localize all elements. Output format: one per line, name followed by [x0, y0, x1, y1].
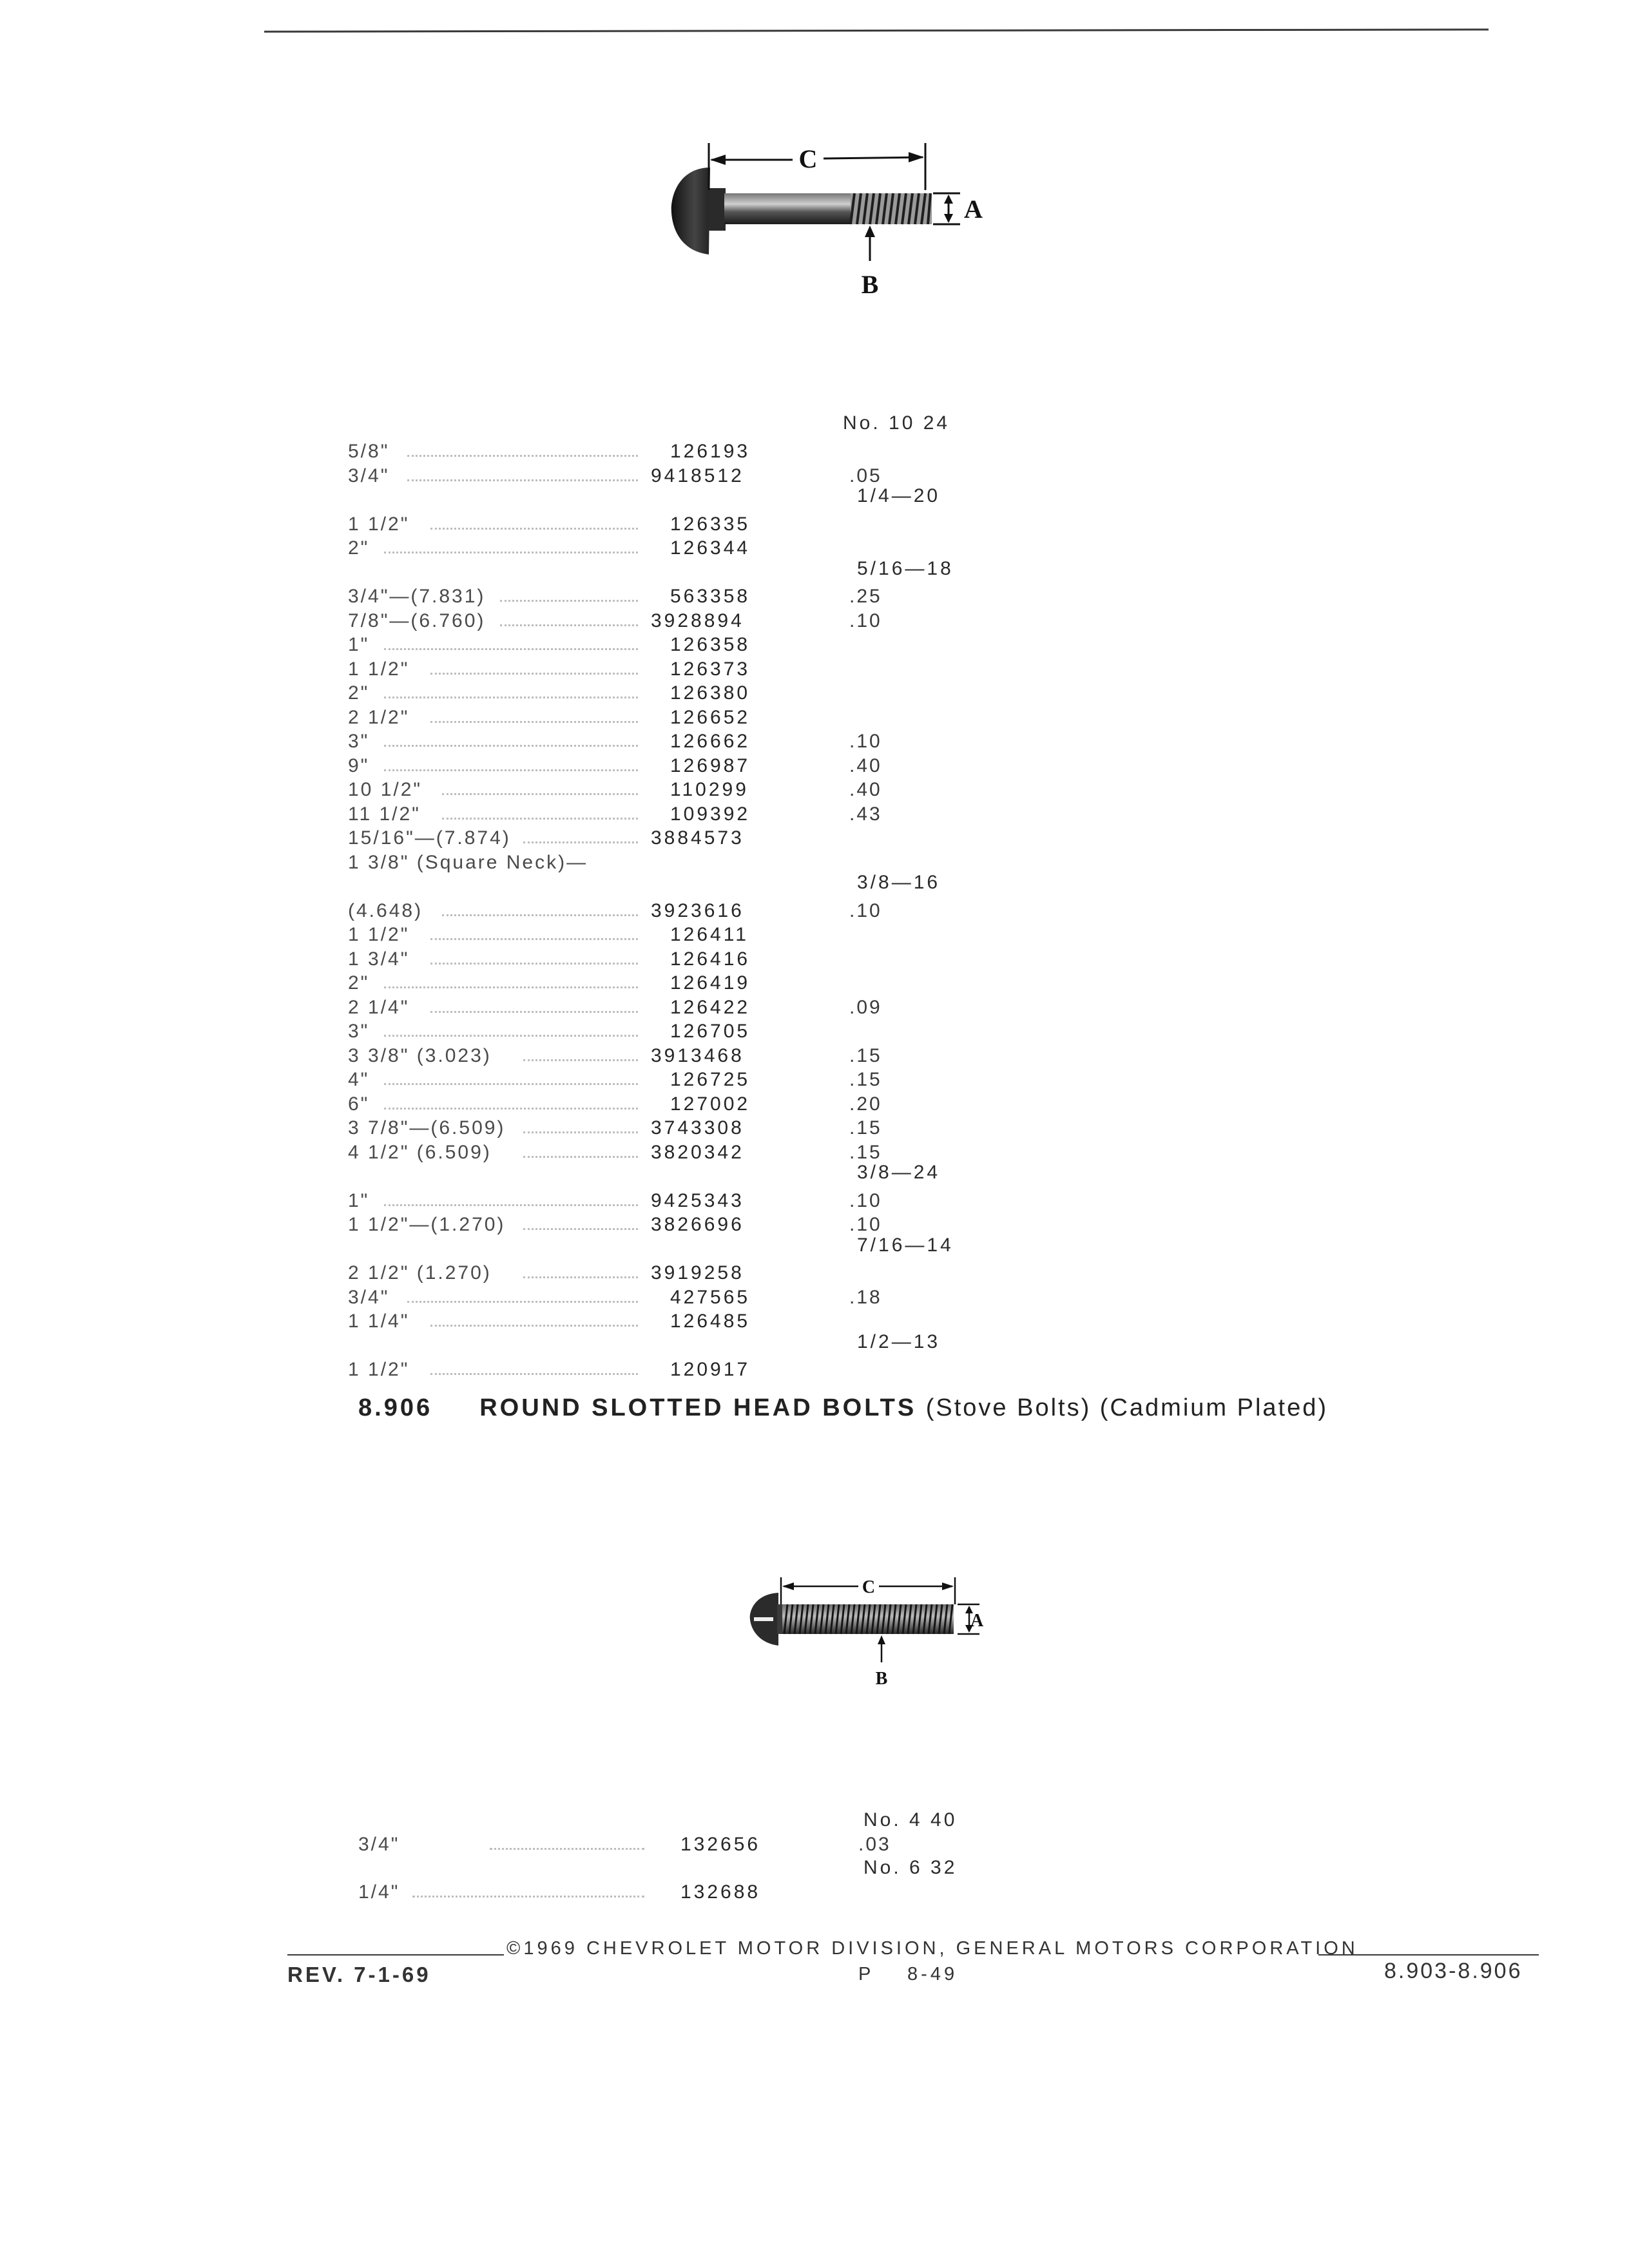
- bolt-length: 3": [348, 1021, 370, 1042]
- price: .10: [849, 1189, 882, 1211]
- table-row: [0, 1117, 1629, 1143]
- footer-rule-left: [287, 1954, 504, 1956]
- dot-leader: [430, 721, 638, 723]
- bolt-length: 11 1/2": [348, 803, 421, 825]
- part-number: 126373: [670, 658, 751, 680]
- table-row: [0, 586, 1629, 611]
- part-number: 126344: [670, 537, 751, 559]
- bolt-length: 1": [348, 1189, 370, 1211]
- table-row: [0, 900, 1629, 926]
- thread-header-no-4-40: No. 4 40: [863, 1809, 958, 1831]
- part-number: 132688: [680, 1881, 761, 1903]
- part-number: 126416: [670, 948, 751, 970]
- bolt-length: 1 1/4": [348, 1311, 410, 1332]
- dot-leader: [384, 769, 638, 771]
- dot-leader: [430, 938, 638, 940]
- part-number: 126987: [670, 754, 751, 776]
- part-number: 126705: [670, 1021, 751, 1042]
- dot-leader: [407, 455, 638, 457]
- bolt-length: 5/8": [348, 441, 390, 462]
- dimension-label-c-2: C: [862, 1577, 876, 1597]
- price: .40: [849, 779, 882, 800]
- part-number: 3919258: [651, 1262, 744, 1283]
- dot-leader: [384, 697, 638, 698]
- dot-leader: [384, 986, 638, 988]
- dot-leader: [430, 1373, 638, 1375]
- table-row: [0, 682, 1629, 708]
- table-row: [0, 731, 1629, 756]
- bolt-length: 3/4"—(7.831): [348, 586, 486, 607]
- dot-leader: [523, 841, 638, 843]
- thread-header: No. 10 24: [843, 412, 950, 434]
- bolt-length: 4 1/2" (6.509): [348, 1141, 492, 1163]
- dimension-label-b-2: B: [875, 1669, 888, 1689]
- part-number: 3913468: [651, 1044, 744, 1066]
- table-row: [0, 610, 1629, 636]
- part-number: 9418512: [651, 465, 744, 486]
- table-row: [0, 924, 1629, 950]
- table-row: [0, 948, 1629, 974]
- dot-leader: [523, 1156, 638, 1158]
- part-number: 126485: [670, 1311, 751, 1332]
- bolt-length: 1/4": [358, 1881, 400, 1903]
- part-number: 3743308: [651, 1117, 744, 1139]
- bolt-length: 9": [348, 754, 370, 776]
- table-row: [0, 1142, 1629, 1168]
- table-row: [0, 1311, 1629, 1336]
- thread-header: 3/8—16: [857, 872, 941, 893]
- dot-leader: [384, 1035, 638, 1037]
- section-number: 8.906: [358, 1394, 433, 1421]
- price: .15: [849, 1117, 882, 1139]
- dot-leader: [430, 528, 638, 530]
- stove-bolt-figure: [747, 1559, 1005, 1701]
- price: .18: [849, 1286, 882, 1308]
- thread-header: 3/8—24: [857, 1162, 941, 1183]
- bolt-length: 3/4": [348, 465, 390, 486]
- thread-header-no-6-32: No. 6 32: [863, 1857, 958, 1878]
- bolt-length: 2 1/2" (1.270): [348, 1262, 492, 1283]
- dot-leader: [430, 963, 638, 965]
- footer-rule-right: [1318, 1954, 1539, 1956]
- table-row: [0, 1021, 1629, 1046]
- part-number: 3928894: [651, 610, 744, 631]
- table-row: [0, 1093, 1629, 1119]
- table-row: [0, 514, 1629, 539]
- table-row: [0, 707, 1629, 733]
- thread-header: 7/16—14: [857, 1234, 954, 1256]
- dot-leader: [430, 673, 638, 675]
- price: .03: [858, 1834, 891, 1855]
- table-row: [0, 997, 1629, 1023]
- bolt-length: 2": [348, 682, 370, 704]
- part-number: 3923616: [651, 899, 744, 921]
- table-row: [0, 972, 1629, 998]
- price: .15: [849, 1069, 882, 1090]
- bolt-length: 3/4": [358, 1834, 400, 1855]
- part-number: 427565: [670, 1286, 751, 1308]
- bolt-length: 1 3/8" (Square Neck)—: [348, 851, 588, 873]
- table-row: [0, 658, 1629, 684]
- dot-leader: [490, 1848, 644, 1850]
- price: .10: [849, 1214, 882, 1235]
- price: .20: [849, 1093, 882, 1115]
- bolt-length: 3": [348, 731, 370, 752]
- bolt-length: 2 1/4": [348, 996, 410, 1018]
- dot-leader: [523, 1228, 638, 1230]
- thread-header: 1/4—20: [857, 485, 941, 506]
- dot-leader: [500, 624, 638, 626]
- bolt-length: 1 1/2": [348, 1359, 410, 1380]
- table-row: [0, 803, 1629, 829]
- table-row: [0, 1359, 1629, 1385]
- table-row: [0, 1881, 1629, 1907]
- dot-leader: [384, 745, 638, 747]
- bolt-length: 1": [348, 634, 370, 655]
- part-number: 109392: [670, 803, 751, 825]
- dot-leader: [384, 648, 638, 650]
- dot-leader: [384, 1108, 638, 1110]
- dot-leader: [407, 1301, 638, 1303]
- revision-date: REV. 7-1-69: [287, 1963, 431, 1986]
- dimension-label-b: B: [861, 270, 879, 299]
- section-title-8-906: [358, 1394, 1328, 1422]
- part-number: 126358: [670, 634, 751, 655]
- dot-leader: [500, 600, 638, 602]
- part-number: 126725: [670, 1069, 751, 1090]
- dot-leader: [523, 1131, 638, 1133]
- bolt-length: 4": [348, 1069, 370, 1090]
- table-row: [0, 1045, 1629, 1071]
- part-number: 3884573: [651, 827, 744, 849]
- price: .10: [849, 731, 882, 752]
- part-number: 110299: [670, 779, 749, 800]
- part-number: 126411: [670, 924, 749, 945]
- dot-leader: [430, 1325, 638, 1327]
- bolt-length: 1 1/2": [348, 924, 410, 945]
- table-row: [0, 779, 1629, 805]
- table-row: [0, 1262, 1629, 1288]
- part-number: 132656: [680, 1834, 761, 1855]
- bolt-length: 7/8"—(6.760): [348, 610, 486, 631]
- bolt-length: 1 1/2"—(1.270): [348, 1214, 506, 1235]
- price: .10: [849, 610, 882, 631]
- bolt-length: 3 7/8"—(6.509): [348, 1117, 506, 1139]
- bolt-length: (4.648): [348, 899, 423, 921]
- thread-header: 1/2—13: [857, 1331, 941, 1352]
- bolt-length: 2 1/2": [348, 706, 410, 728]
- part-number: 126422: [670, 996, 751, 1018]
- section-note: (Stove Bolts) (Cadmium Plated): [925, 1394, 1329, 1421]
- page-number: P 8-49: [858, 1964, 958, 1984]
- part-number: 563358: [670, 586, 751, 607]
- table-row: [0, 1190, 1629, 1216]
- bolt-length: 6": [348, 1093, 370, 1115]
- table-row: [0, 1069, 1629, 1095]
- table-row: [0, 537, 1629, 563]
- stove-bolt-thread: [782, 1604, 954, 1634]
- bolt-length: 2": [348, 972, 370, 994]
- dot-leader: [523, 1276, 638, 1278]
- dimension-label-c: C: [798, 144, 818, 173]
- part-number: 120917: [670, 1359, 751, 1380]
- part-number: 126419: [670, 972, 751, 994]
- part-number: 126662: [670, 731, 751, 752]
- part-number: 127002: [670, 1093, 751, 1115]
- dot-leader: [412, 1896, 644, 1898]
- dot-leader: [407, 479, 638, 481]
- part-number: 9425343: [651, 1189, 744, 1211]
- section-heading: ROUND SLOTTED HEAD BOLTS: [479, 1394, 917, 1421]
- price: .25: [849, 586, 882, 607]
- dimension-label-a-2: A: [970, 1611, 984, 1631]
- table-row: [0, 465, 1629, 491]
- bolt-length: 15/16"—(7.874): [348, 827, 511, 849]
- table-row: [0, 1834, 1629, 1860]
- dot-leader: [442, 818, 638, 820]
- price: .15: [849, 1044, 882, 1066]
- price: .15: [849, 1141, 882, 1163]
- table-row: [0, 634, 1629, 660]
- bolt-length: 10 1/2": [348, 779, 423, 800]
- bolt-length: 2": [348, 537, 370, 559]
- table-row: [0, 755, 1629, 781]
- bolt-length: 1 1/2": [348, 658, 410, 680]
- price: .09: [849, 996, 882, 1018]
- part-number: 126335: [670, 513, 751, 535]
- dimension-label-a: A: [964, 195, 983, 224]
- bolt-length: 3/4": [348, 1286, 390, 1308]
- dot-leader: [430, 1011, 638, 1013]
- bolt-length: 1 3/4": [348, 948, 410, 970]
- part-number: 3826696: [651, 1214, 744, 1235]
- bolt-length: 1 1/2": [348, 513, 410, 535]
- price: .05: [849, 465, 882, 486]
- section-range: 8.903-8.906: [1384, 1959, 1523, 1983]
- dot-leader: [384, 1204, 638, 1206]
- dot-leader: [384, 1083, 638, 1085]
- part-number: 3820342: [651, 1141, 744, 1163]
- table-row: [0, 1287, 1629, 1312]
- price: .40: [849, 754, 882, 776]
- table-row: [0, 852, 1629, 878]
- dot-leader: [442, 793, 638, 795]
- bolt-length: 3 3/8" (3.023): [348, 1044, 492, 1066]
- dot-leader: [523, 1059, 638, 1061]
- thread-header: 5/16—18: [857, 557, 954, 579]
- part-number: 126652: [670, 706, 751, 728]
- price: .10: [849, 899, 882, 921]
- table-row: [0, 827, 1629, 853]
- price: .43: [849, 803, 882, 825]
- table-row: [0, 441, 1629, 466]
- dot-leader: [442, 914, 638, 916]
- copyright-line: ©1969 CHEVROLET MOTOR DIVISION, GENERAL MOTORS CORPORATION: [506, 1938, 1358, 1959]
- dot-leader: [384, 552, 638, 553]
- part-number: 126193: [670, 441, 751, 462]
- table-row: [0, 1214, 1629, 1240]
- part-number: 126380: [670, 682, 751, 704]
